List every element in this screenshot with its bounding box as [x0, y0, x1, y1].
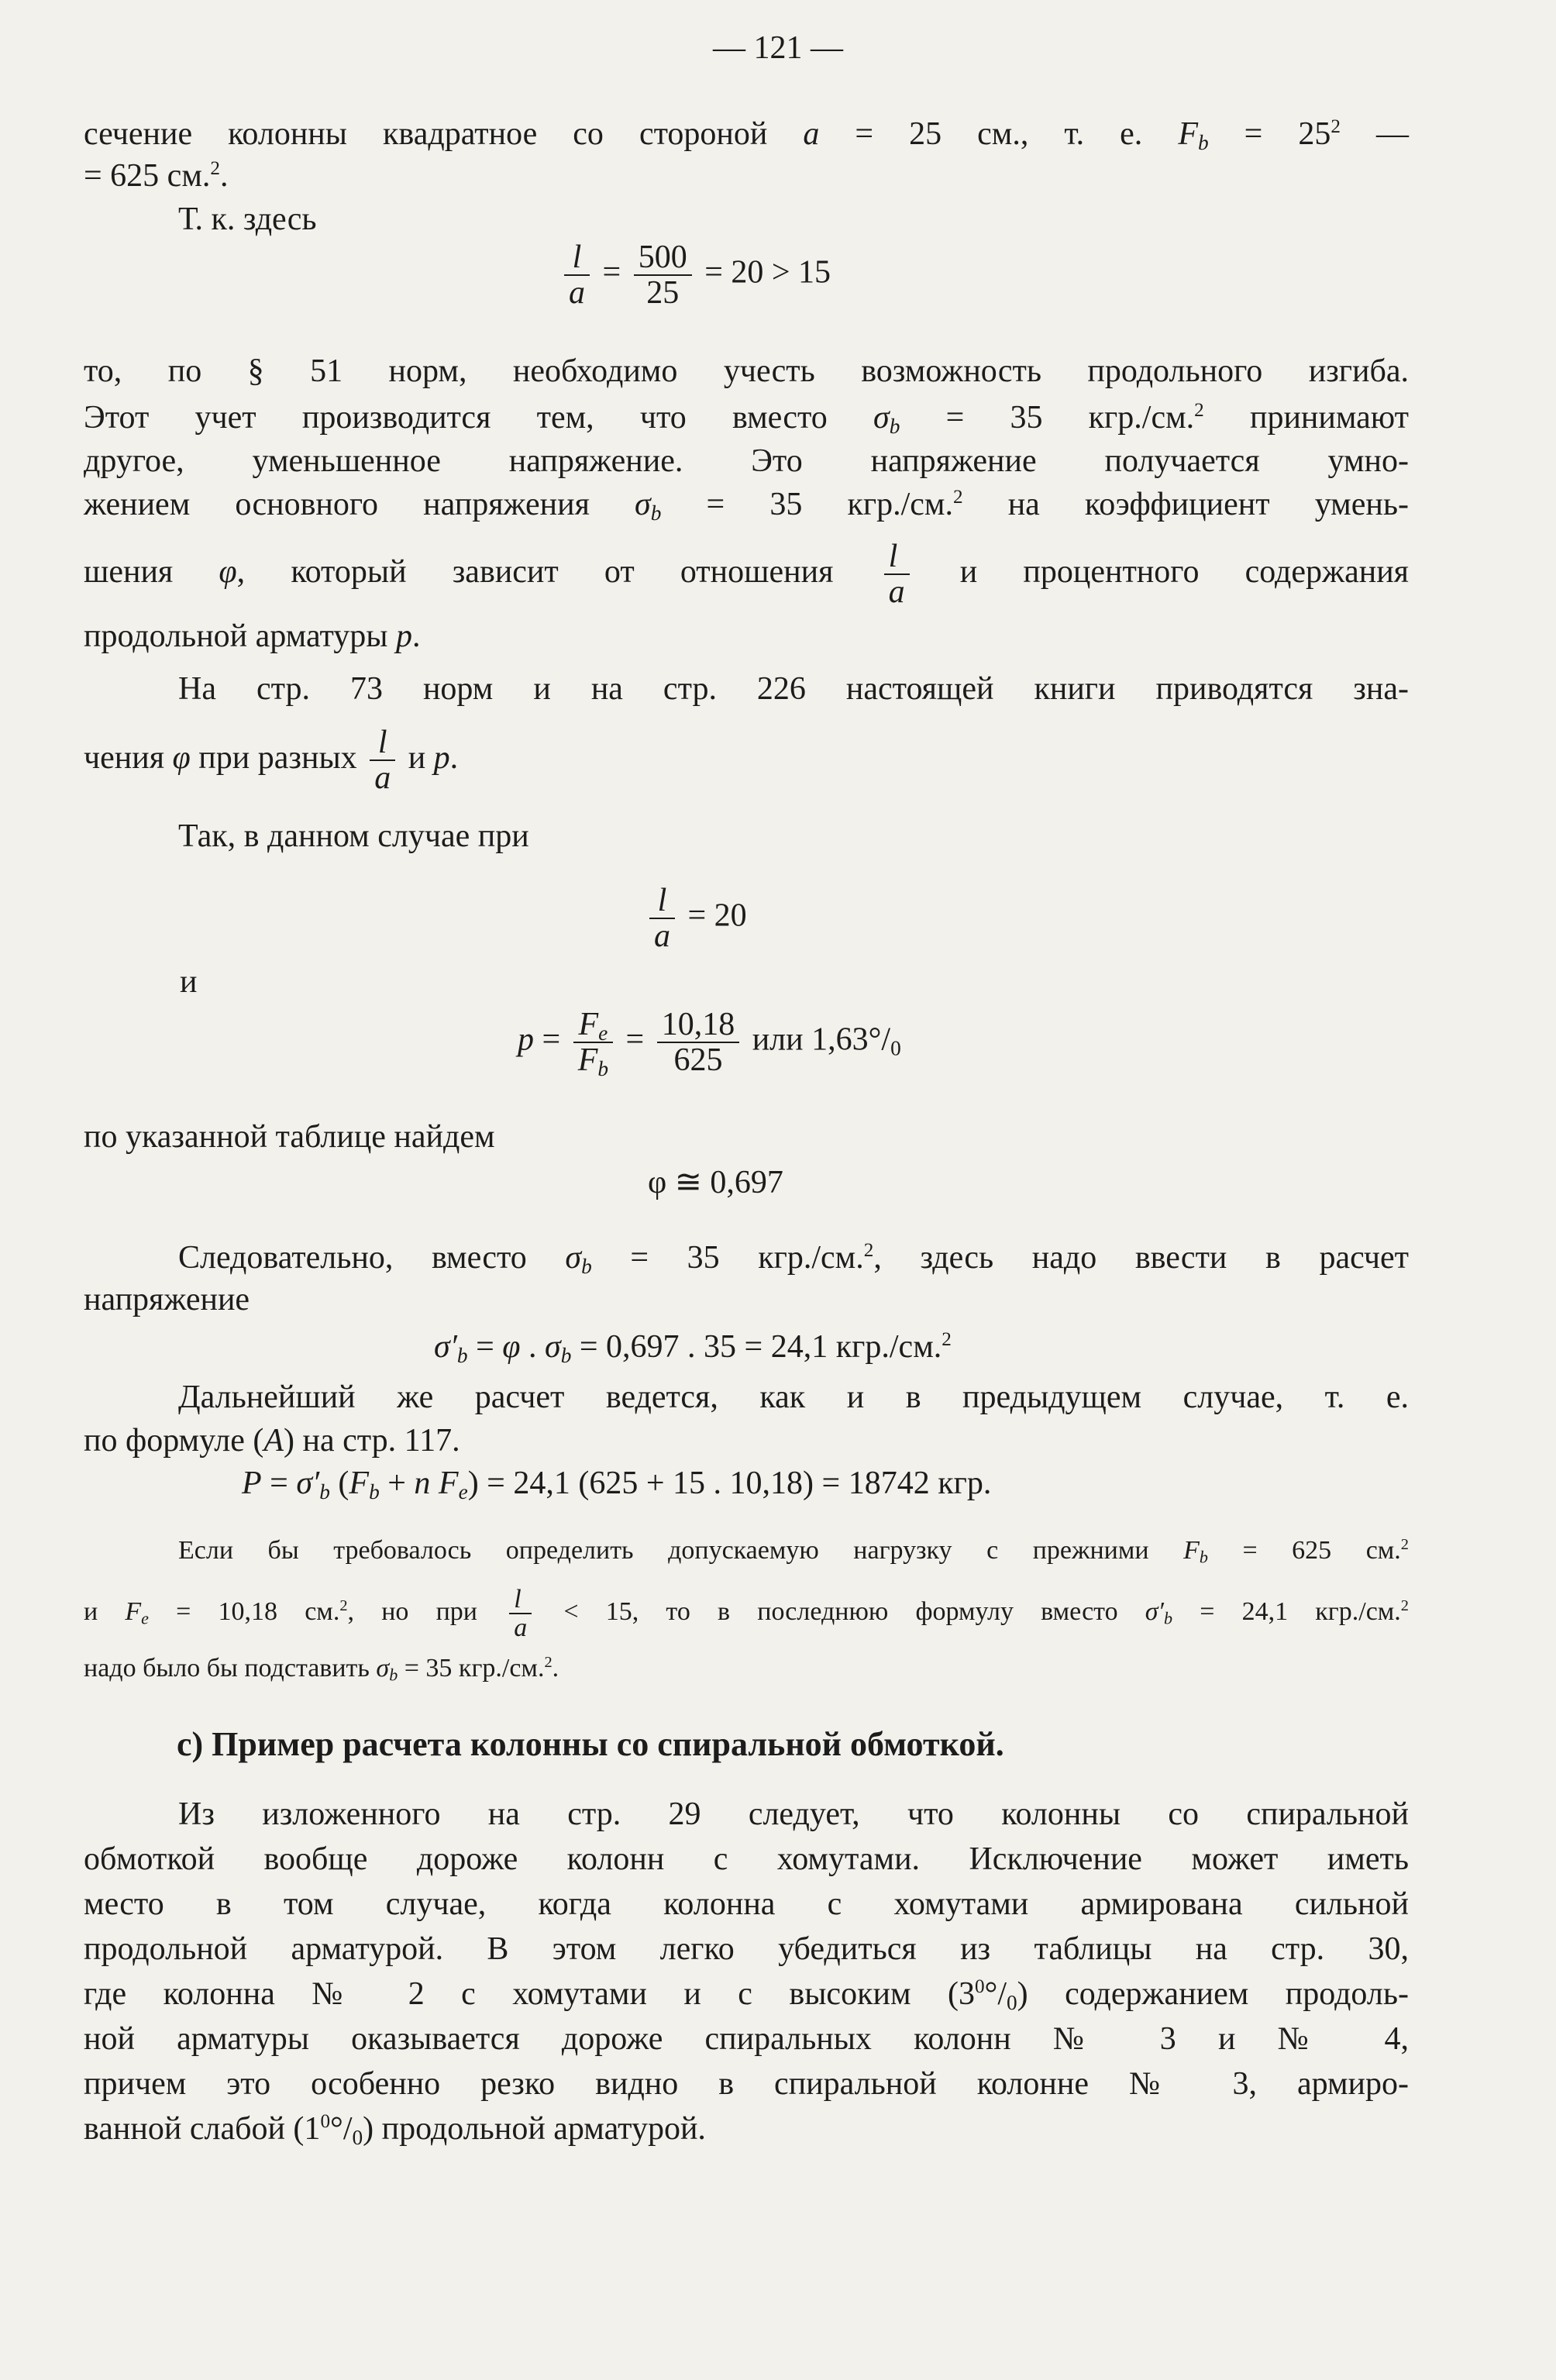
formula-phi: φ ≅ 0,697 — [648, 1165, 783, 1200]
formula-load: $P = \sigma'_b$ ($F_b + n$ $F_e) = 24,1$ (625 + 15 . 10,18) = 18742 кгр. — [242, 1466, 992, 1503]
note-line: и $F_e = 10,18$ см.$^2$, но при $\frac{l}{a}$ < 15, то в последнюю формулу вместо $\sigma'_b = 24,1$ кгр./см.$^2$ — [84, 1584, 1409, 1643]
text-line: ванной слабой $(1^0^\circ/_0)$ продольной арматурой. — [84, 2110, 706, 2149]
text-line: сечение колонны квадратное со стороной a = 25 см., т. е. $F_b = 25^2$ — — [84, 115, 1410, 154]
text-line: по указанной таблице найдем — [84, 1119, 495, 1155]
text-line: Из изложенного на стр. 29 следует, что колонны со спиральной — [178, 1796, 1409, 1832]
text-line: где колонна № 2 с хомутами и с высоким $(3^0^\circ/_0)$ содержанием продоль- — [84, 1975, 1409, 2014]
text-line: напряжение — [84, 1282, 250, 1317]
text-line: другое, уменьшенное напряжение. Это напряжение получается умно- — [84, 443, 1409, 479]
text-line: то, по § 51 норм, необходимо учесть возможность продольного изгиба. — [84, 353, 1409, 389]
text-line: по формуле (A) на стр. 117. — [84, 1423, 460, 1459]
page-number: — 121 — — [713, 30, 843, 66]
text-line: = 625 см.$^2$. — [84, 157, 229, 194]
formula-l-over-a: $\frac{l}{a}$ = $\frac{500}{25}$ = 20 > 15 — [559, 240, 831, 310]
note-line: надо было бы подставить $\sigma_b = 35$ кгр./см.$^2$. — [84, 1653, 559, 1685]
text-line: Этот учет производится тем, что вместо $\sigma_b = 35$ кгр./см.$^2$ принимают — [84, 399, 1409, 438]
text-line: На стр. 73 норм и на стр. 226 настоящей книги приводятся зна- — [178, 671, 1409, 707]
text-line: ной арматуры оказывается дороже спиральных колонн № 3 и № 4, — [84, 2021, 1409, 2057]
text-line: шения φ, который зависит от отношения $\frac{l}{a}$ и процентного содержания — [84, 539, 1409, 611]
text-line: чения φ при разных $\frac{l}{a}$ и p. — [84, 725, 459, 797]
formula-reduced-stress: $\sigma'_b = \varphi$ . $\sigma_b = 0,697$ . 35 = 24,1 кгр./см.$^2$ — [434, 1328, 952, 1367]
note-line: Если бы требовалось определить допускаемую нагрузку с прежними $F_b = 625$ см.$^2$ — [178, 1535, 1409, 1567]
text-line: место в том случае, когда колонна с хомутами армирована сильной — [84, 1886, 1409, 1922]
text-line: продольной арматурой. В этом легко убедиться из таблицы на стр. 30, — [84, 1931, 1409, 1967]
formula-l-over-a-20: $\frac{l}{a}$ = 20 — [645, 883, 747, 953]
text-line: обмоткой вообще дороже колонн с хомутами. Исключение может иметь — [84, 1841, 1409, 1877]
text-line: Следовательно, вместо $\sigma_b = 35$ кгр./см.$^2$, здесь надо ввести в расчет — [178, 1239, 1410, 1278]
text-line: причем это особенно резко видно в спиральной колонне № 3, армиро- — [84, 2066, 1409, 2102]
text-line: Дальнейший же расчет ведется, как и в предыдущем случае, т. е. — [178, 1379, 1409, 1415]
text-line: Так, в данном случае при — [178, 818, 529, 854]
text-line: и — [180, 964, 198, 1000]
formula-reinforcement-ratio: p = $\frac{F_e}{F_b}$ = $\frac{10,18}{625}$ или $1,63^\circ/_0$ — [518, 1007, 901, 1080]
section-heading: c) Пример расчета колонны со спиральной обмоткой. — [177, 1725, 1004, 1763]
text-line: продольной арматуры p. — [84, 618, 421, 654]
text-line: Т. к. здесь — [178, 201, 317, 237]
text-line: жением основного напряжения $\sigma_b = 35$ кгр./см.$^2$ на коэффициент умень- — [84, 486, 1409, 525]
